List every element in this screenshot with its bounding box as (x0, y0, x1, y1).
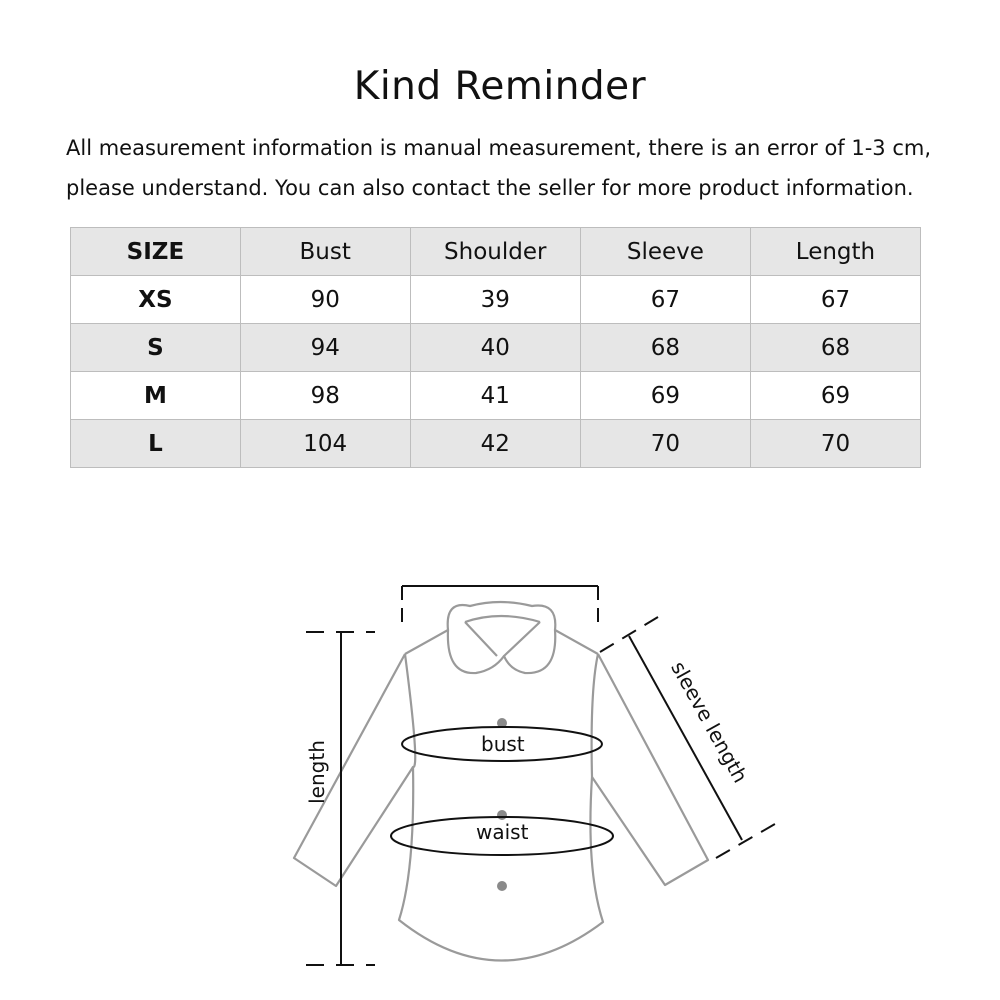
label-length: length (304, 740, 329, 804)
header-size: SIZE (71, 228, 241, 276)
cell-sleeve: 70 (580, 420, 750, 468)
garment-measurement-diagram (280, 570, 780, 980)
measurement-note (66, 128, 966, 208)
header-length: Length (750, 228, 920, 276)
label-bust: bust (481, 732, 525, 756)
size-chart-table (70, 227, 921, 468)
cell-length: 67 (750, 276, 920, 324)
cell-size: L (71, 420, 241, 468)
table-row (71, 372, 921, 420)
cell-bust: 104 (240, 420, 410, 468)
cell-size: M (71, 372, 241, 420)
cell-shoulder: 41 (410, 372, 580, 420)
cell-shoulder: 40 (410, 324, 580, 372)
cell-bust: 98 (240, 372, 410, 420)
cell-sleeve: 68 (580, 324, 750, 372)
table-row (71, 420, 921, 468)
header-bust: Bust (240, 228, 410, 276)
cell-bust: 90 (240, 276, 410, 324)
cell-length: 69 (750, 372, 920, 420)
cell-sleeve: 67 (580, 276, 750, 324)
note-line-1: All measurement information is manual measurement, there is an error of 1-3 cm, (66, 136, 932, 160)
header-shoulder: Shoulder (410, 228, 580, 276)
cell-shoulder: 39 (410, 276, 580, 324)
label-sleeve-length: sleeve length (666, 657, 753, 787)
cell-size: XS (71, 276, 241, 324)
cell-sleeve: 69 (580, 372, 750, 420)
note-line-2: please understand. You can also contact the seller for more product information. (66, 176, 914, 200)
header-sleeve: Sleeve (580, 228, 750, 276)
shirt-outline-icon (280, 570, 780, 980)
page-title: Kind Reminder (353, 64, 647, 109)
table-row (71, 276, 921, 324)
table-header-row (71, 228, 921, 276)
cell-length: 70 (750, 420, 920, 468)
cell-length: 68 (750, 324, 920, 372)
table-row (71, 324, 921, 372)
cell-bust: 94 (240, 324, 410, 372)
label-waist: waist (476, 820, 529, 844)
cell-shoulder: 42 (410, 420, 580, 468)
cell-size: S (71, 324, 241, 372)
